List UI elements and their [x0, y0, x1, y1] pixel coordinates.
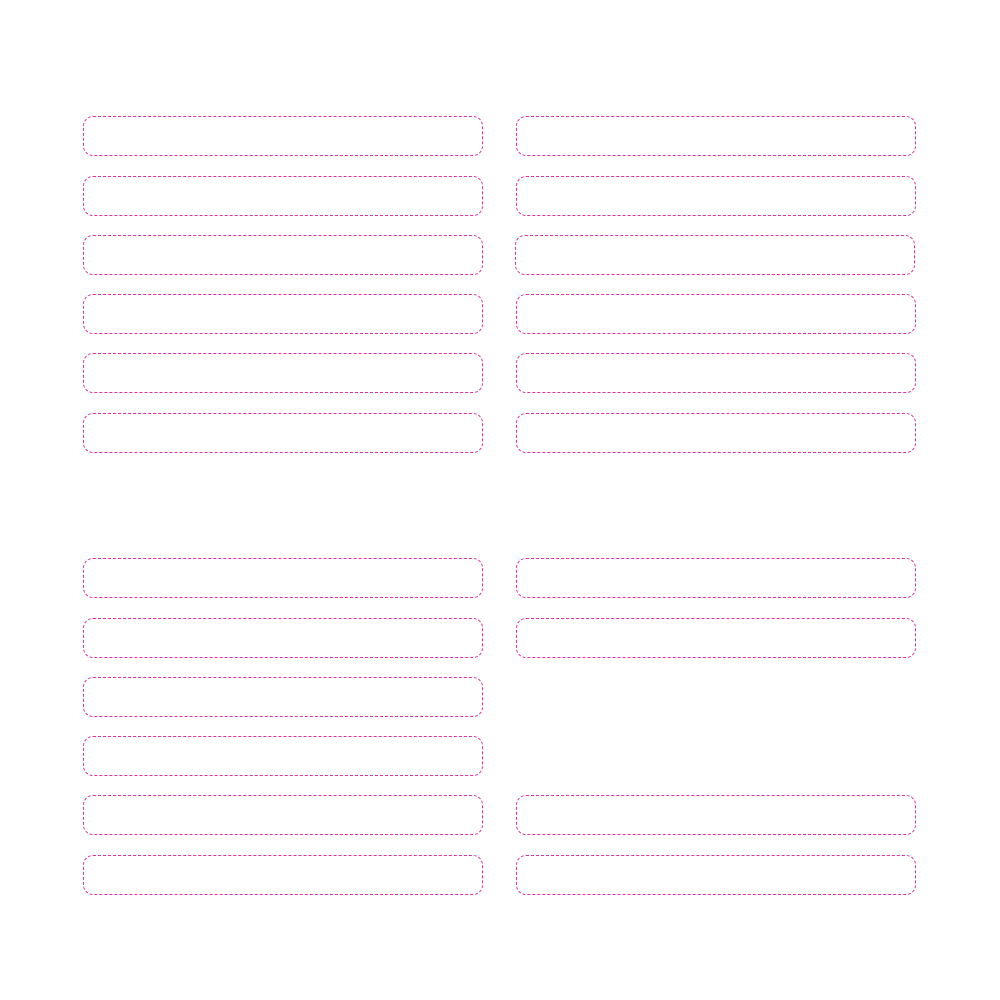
label-slot: [83, 618, 483, 658]
label-slot: [515, 235, 915, 275]
label-slot: [516, 294, 916, 334]
label-slot: [516, 413, 916, 453]
label-slot: [83, 677, 483, 717]
label-slot: [83, 116, 483, 156]
label-slot: [83, 353, 483, 393]
label-slot: [516, 618, 916, 658]
label-slot: [83, 176, 483, 216]
label-slot: [83, 855, 483, 895]
label-slot: [83, 413, 483, 453]
label-slot: [516, 176, 916, 216]
label-slot: [516, 795, 916, 835]
label-slot: [83, 294, 483, 334]
label-slot: [83, 736, 483, 776]
label-slot: [83, 235, 483, 275]
label-slot: [83, 558, 483, 598]
label-slot: [516, 558, 916, 598]
label-slot: [516, 855, 916, 895]
label-slot: [83, 795, 483, 835]
label-slot: [516, 353, 916, 393]
label-slot: [516, 116, 916, 156]
